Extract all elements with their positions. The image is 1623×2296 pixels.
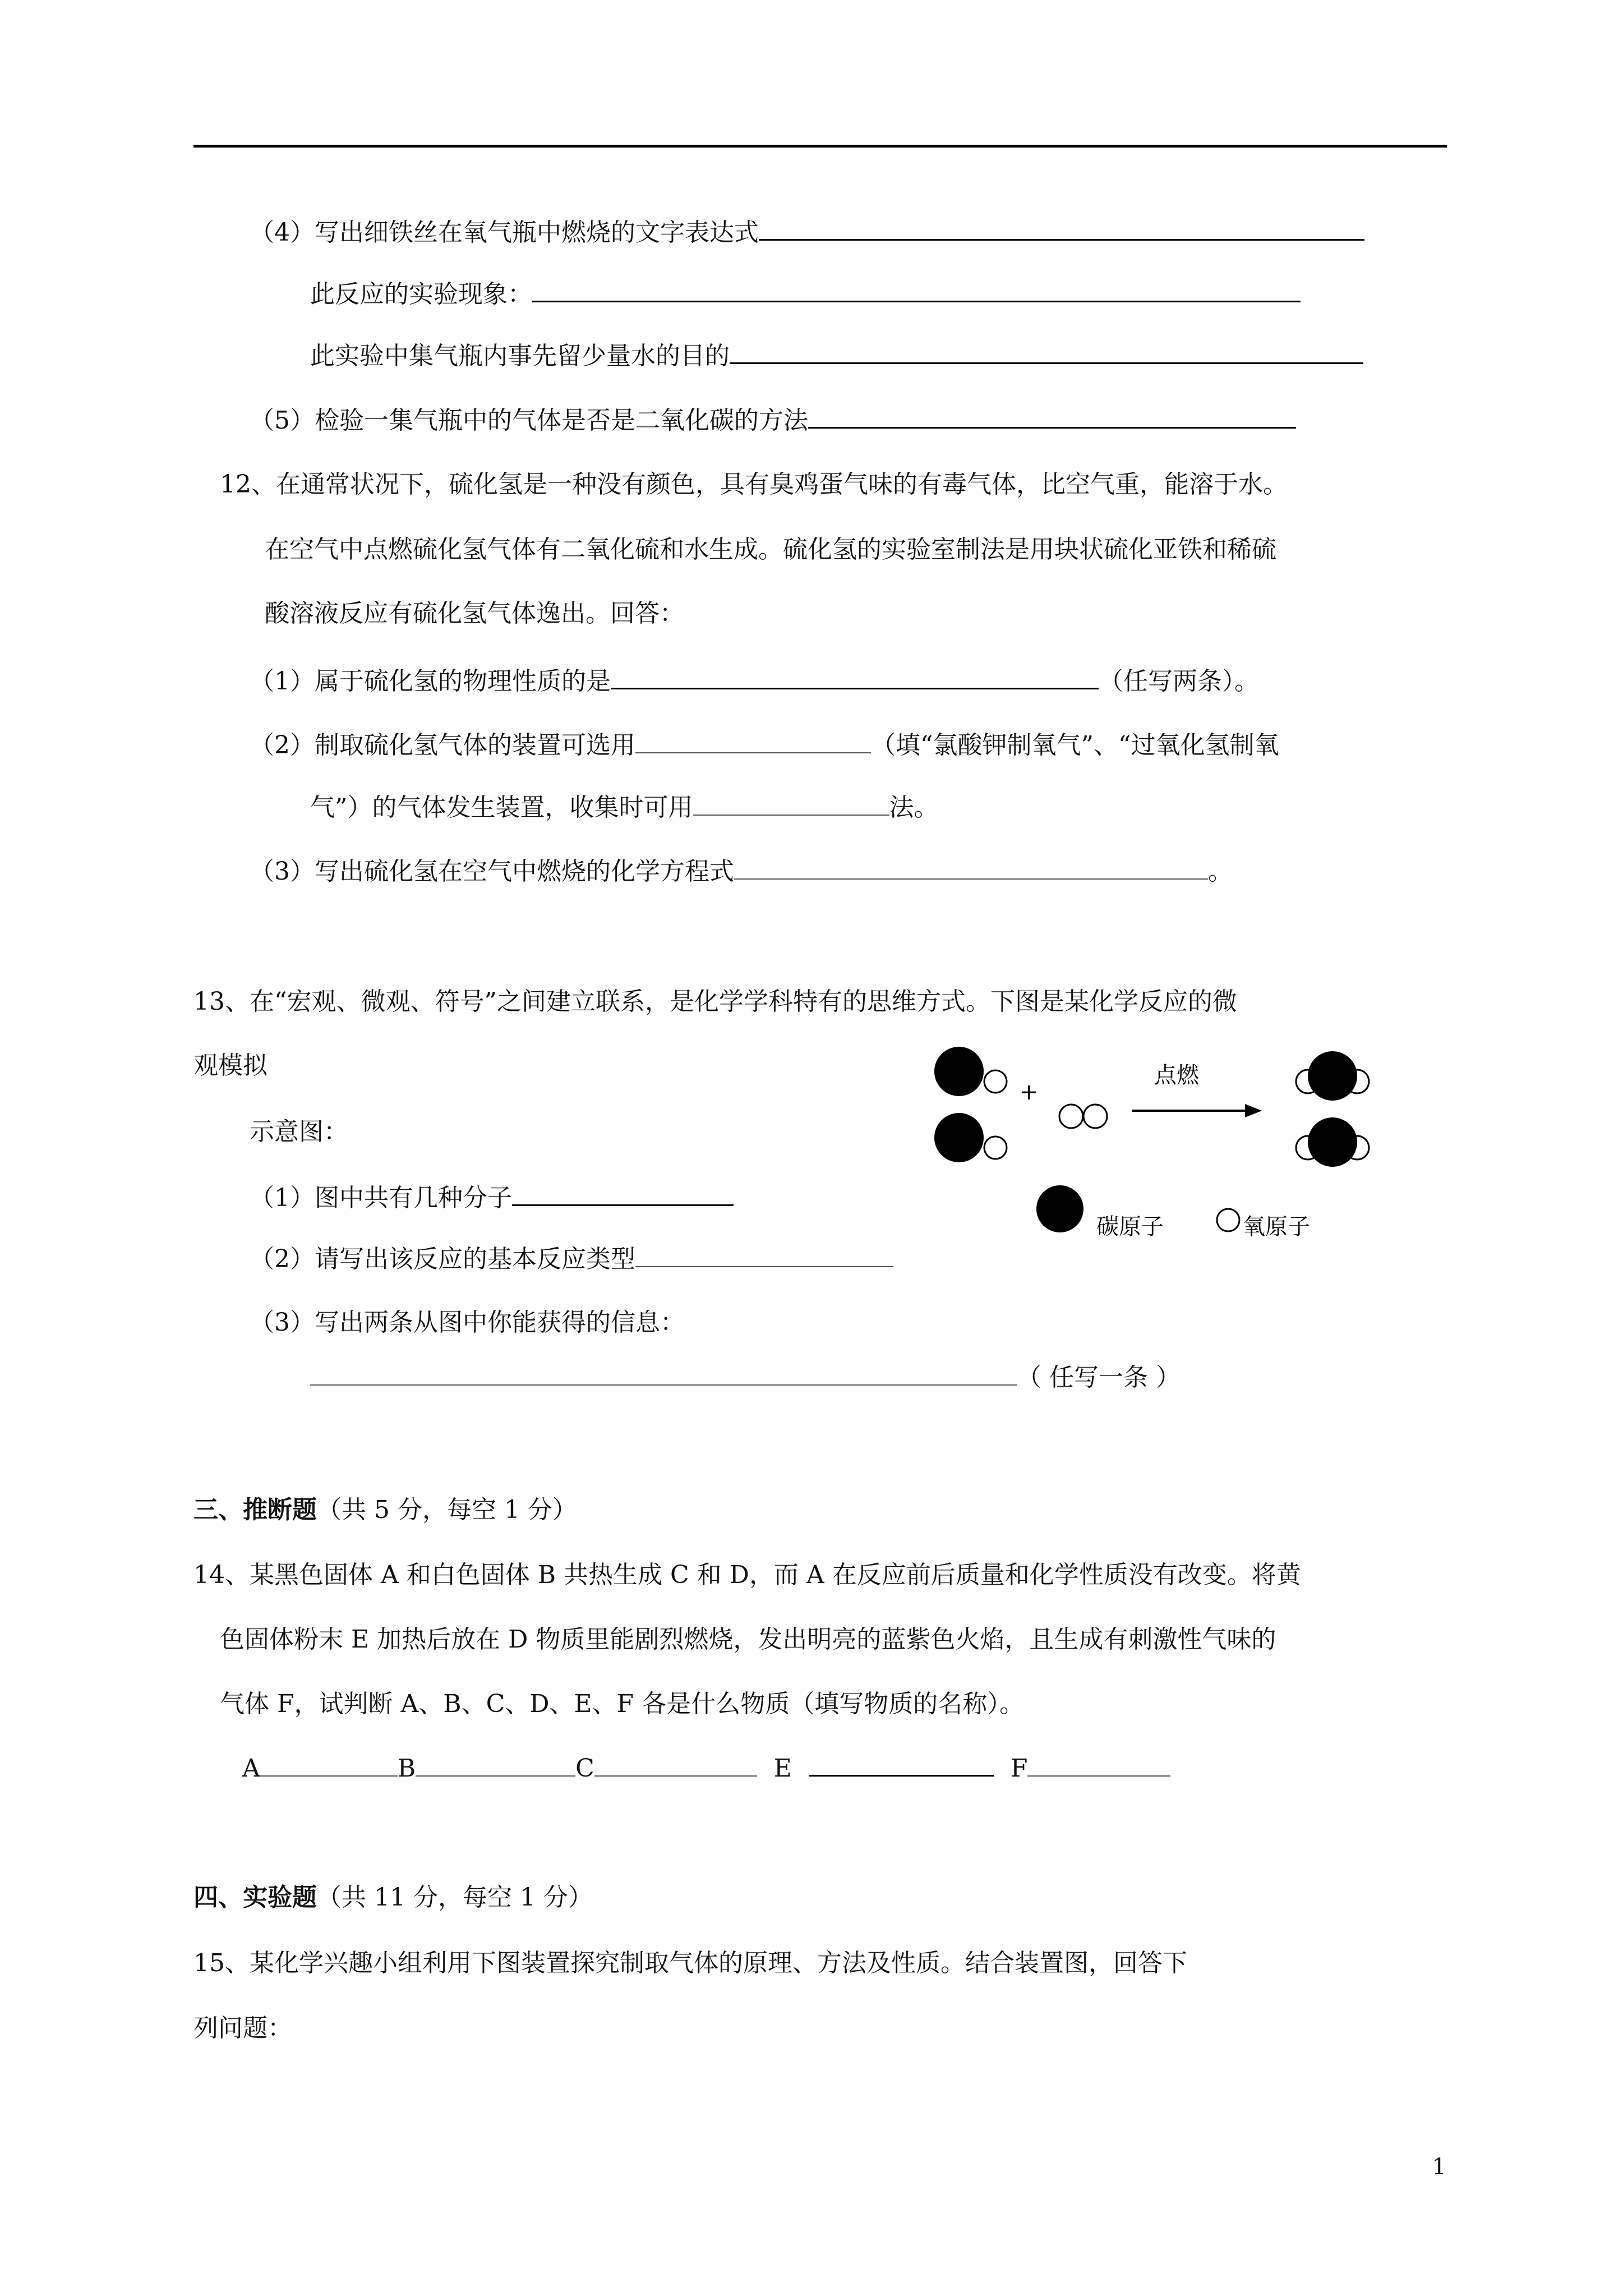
q11-part4 — [250, 214, 1364, 250]
carbon-atom-legend-icon — [1036, 1185, 1083, 1232]
q13-stem-line1: 13、在“宏观、微观、符号”之间建立联系，是化学学科特有的思维方式。下图是某化学反应的微 — [193, 987, 1237, 1016]
legend-carbon-label: 碳原子 — [1096, 1214, 1164, 1240]
answer-blank[interactable] — [808, 402, 1296, 429]
reaction-diagram — [925, 1038, 1430, 1251]
q12-part2-line2-suffix: 法。 — [889, 793, 939, 822]
q11-part4-purpose — [310, 338, 1363, 373]
answer-blank[interactable] — [635, 1241, 893, 1267]
q12-stem-line1: 12、在通常状况下，硫化氢是一种没有颜色，具有臭鸡蛋气味的有毒气体，比空气重，能溶于水。 — [220, 470, 1288, 499]
q12-part2-line2 — [310, 790, 939, 825]
q14-stem-line2: 色固体粉末 E 加热后放在 D 物质里能剧烈燃烧，发出明亮的蓝紫色火焰，且生成有刺激性气味的 — [220, 1625, 1276, 1654]
q12-part3-text: （3）写出硫化氢在空气中燃烧的化学方程式 — [250, 857, 734, 886]
header-rule — [193, 145, 1447, 148]
label-e: E — [773, 1754, 792, 1783]
answer-blank[interactable] — [693, 790, 889, 816]
q12-part3-suffix: 。 — [1208, 857, 1233, 886]
section3-note: （共 5 分，每空 1 分） — [317, 1496, 577, 1524]
answer-blank[interactable] — [734, 854, 1208, 880]
q11-purpose-text: 此实验中集气瓶内事先留少量水的目的 — [310, 342, 730, 370]
label-b: B — [397, 1754, 416, 1783]
co-molecule — [934, 1047, 1007, 1096]
q12-part1-text: （1）属于硫化氢的物理性质的是 — [250, 667, 611, 696]
q12-part1-suffix: （任写两条）。 — [1099, 667, 1259, 696]
answer-blank[interactable] — [759, 214, 1364, 241]
q13-stem-line3: 示意图： — [250, 1117, 348, 1146]
arrow-head-icon — [1245, 1104, 1262, 1117]
answer-blank[interactable] — [532, 276, 1301, 302]
answer-blank-a[interactable] — [260, 1751, 398, 1777]
arrow-condition-label: 点燃 — [1154, 1062, 1199, 1088]
q13-part3-suffix: （ 任写一条 ） — [1017, 1363, 1181, 1392]
page-number: 1 — [1432, 2154, 1446, 2180]
section4-title: 四、实验题 — [193, 1883, 317, 1912]
answer-blank-c[interactable] — [594, 1751, 757, 1777]
q13-part3-answer — [310, 1360, 1181, 1395]
section4-heading — [193, 1881, 593, 1915]
q13-part3 — [250, 1306, 685, 1340]
label-a: A — [242, 1754, 260, 1783]
co2-molecule — [1296, 1051, 1369, 1101]
q14-stem-line1: 14、某黑色固体 A 和白色固体 B 共热生成 C 和 D，而 A 在反应前后质量和化学性质没有改变。将黄 — [193, 1561, 1301, 1589]
q11-part5 — [250, 402, 1296, 438]
q11-part5-text: （5）检验一集气瓶中的气体是否是二氧化碳的方法 — [250, 406, 808, 435]
q13-part2 — [250, 1241, 893, 1276]
q12-part2-text: （2）制取硫化氢气体的装置可选用 — [250, 731, 635, 760]
q12-part2 — [250, 728, 1279, 762]
o2-molecule — [1059, 1105, 1107, 1128]
answer-blank-b[interactable] — [416, 1751, 575, 1777]
q11-part4-text: （4）写出细铁丝在氧气瓶中燃烧的文字表达式 — [250, 218, 759, 247]
q12-stem-line3: 酸溶液反应有硫化氢气体逸出。回答： — [265, 599, 684, 628]
answer-blank-e[interactable] — [809, 1750, 994, 1777]
q13-part1 — [250, 1180, 734, 1215]
q13-part2-text: （2）请写出该反应的基本反应类型 — [250, 1245, 635, 1273]
answer-blank[interactable] — [310, 1360, 1017, 1386]
section4-note: （共 11 分，每空 1 分） — [317, 1883, 593, 1912]
q13-part3-text: （3）写出两条从图中你能获得的信息： — [250, 1308, 685, 1337]
q15-stem-line2: 列问题： — [193, 2014, 292, 2042]
q13-part1-text: （1）图中共有几种分子 — [250, 1184, 512, 1212]
oxygen-atom-legend-icon — [1217, 1209, 1239, 1231]
q12-part1 — [250, 663, 1259, 698]
q13-stem-line2: 观模拟 — [193, 1051, 268, 1080]
answer-blank[interactable] — [730, 338, 1363, 364]
section3-title: 三、推断题 — [193, 1496, 317, 1524]
q12-part2-line2-text: 气”）的气体发生装置，收集时可用 — [310, 793, 693, 822]
legend-oxygen-label: 氧原子 — [1243, 1214, 1310, 1240]
answer-blank[interactable] — [512, 1180, 734, 1206]
co2-molecule — [1296, 1117, 1369, 1167]
q15-stem-line1: 15、某化学兴趣小组利用下图装置探究制取气体的原理、方法及性质。结合装置图，回答下 — [193, 1949, 1187, 1977]
answer-blank[interactable] — [611, 663, 1099, 689]
answer-blank[interactable] — [635, 728, 871, 753]
label-f: F — [1010, 1754, 1028, 1783]
co-molecule — [934, 1113, 1007, 1162]
plus-sign: + — [1020, 1079, 1039, 1105]
q14-stem-line3: 气体 F，试判断 A、B、C、D、E、F 各是什么物质（填写物质的名称）。 — [220, 1690, 1025, 1718]
answer-blank-f[interactable] — [1027, 1751, 1170, 1777]
q11-phenomenon-text: 此反应的实验现象： — [310, 280, 532, 309]
q11-part4-phenomenon — [310, 276, 1301, 311]
section3-heading — [193, 1493, 577, 1527]
label-c: C — [575, 1754, 594, 1783]
q14-answers — [242, 1750, 1170, 1786]
q12-part2-suffix: （填“氯酸钾制氧气”、“过氧化氢制氧 — [871, 731, 1279, 760]
q12-part3 — [250, 854, 1233, 889]
q12-stem-line2: 在空气中点燃硫化氢气体有二氧化硫和水生成。硫化氢的实验室制法是用块状硫化亚铁和稀硫 — [265, 535, 1276, 564]
